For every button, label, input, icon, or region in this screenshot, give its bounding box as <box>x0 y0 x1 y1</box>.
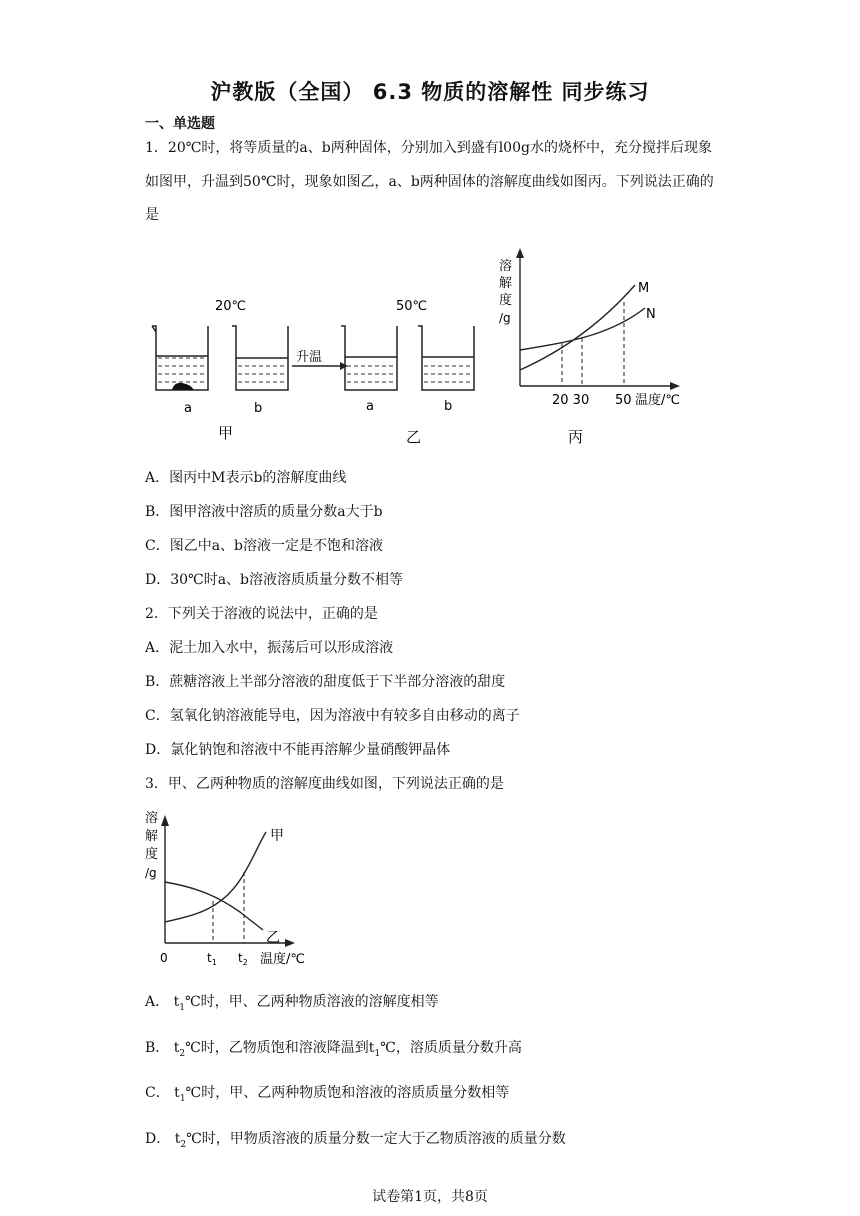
page-footer: 试卷第1页，共8页 <box>372 1189 488 1205</box>
arrow-label: 升温 <box>296 350 323 365</box>
page-title: 沪教版（全国） 6.3 物质的溶解性 同步练习 <box>210 80 650 104</box>
undissolved-solid <box>172 383 194 390</box>
q2-option-d: D．氯化钠饱和溶液中不能再溶解少量硝酸钾晶体 <box>145 742 451 758</box>
q3-option-d-prefix: D． <box>145 1131 171 1147</box>
q1-figure <box>140 240 700 450</box>
q1-option-d: D．30℃时a、b溶液溶质质量分数不相等 <box>145 572 404 588</box>
t1-label <box>207 951 217 967</box>
q1-option-c: C．图乙中a、b溶液一定是不饱和溶液 <box>145 538 384 554</box>
label-a-yi: a <box>366 399 374 414</box>
q2-option-b: B．蔗糖溶液上半部分溶液的甜度低于下半部分溶液的甜度 <box>145 674 506 690</box>
q3-y-axis-char-2: 解 <box>145 829 159 844</box>
q2-option-c: C．氢氧化钠溶液能导电，因为溶液中有较多自由移动的离子 <box>145 708 520 724</box>
q3-option-b-t: t <box>173 1040 180 1056</box>
q3-option-c-t: t <box>174 1085 180 1101</box>
x-tick-50: 50 <box>615 393 632 408</box>
q3-option-d-sub: 2 <box>180 1139 187 1150</box>
q1-option-a: A．图丙中M表示b的溶解度曲线 <box>145 470 347 486</box>
q3-option-c-text: ℃时，甲、乙两种物质饱和溶液的溶质质量分数相等 <box>185 1085 510 1101</box>
curve-yi-label: 乙 <box>266 930 280 946</box>
y-axis-char-1: 溶 <box>499 259 513 274</box>
q3-option-a-t: t <box>173 994 180 1010</box>
section-heading: 一、单选题 <box>145 116 215 132</box>
question-1-stem: 1．20℃时，将等质量的a、b两种固体，分别加入到盛有l00g水的烧杯中，充分搅拌后现象如图甲，升温到50℃时，现象如图乙，a、b两种固体的溶解度曲线如图丙。下列说法正确的是 <box>145 140 714 223</box>
curve-n-label: N <box>646 307 656 322</box>
q3-option-d-text: ℃时，甲物质溶液的质量分数一定大于乙物质溶液的质量分数 <box>186 1131 566 1147</box>
arrow-head <box>340 362 348 370</box>
t1-letter: t <box>207 951 212 965</box>
q3-y-axis-char-3: 度 <box>145 847 159 862</box>
curve-jia <box>165 832 266 922</box>
q3-option-d <box>145 1128 566 1150</box>
q3-option-a-prefix: A． <box>145 994 170 1010</box>
curve-m-label: M <box>638 281 650 296</box>
beaker-a-yi <box>341 326 397 390</box>
t2-letter: t <box>238 951 243 965</box>
q3-option-b-prefix: B． <box>145 1040 170 1056</box>
q3-option-b-text2: ℃，溶质质量分数升高 <box>380 1040 522 1056</box>
q3-option-d-t: t <box>174 1131 181 1147</box>
t1-subscript: 1 <box>211 958 217 967</box>
beaker-b-yi <box>418 326 474 390</box>
t2-label <box>238 951 248 967</box>
q3-option-b-text: ℃时，乙物质饱和溶液降温到 <box>185 1040 369 1056</box>
label-jia: 甲 <box>218 424 234 442</box>
question-2-stem: 2．下列关于溶液的说法中，正确的是 <box>145 606 378 622</box>
origin-label: 0 <box>160 951 168 965</box>
q3-option-b <box>145 1037 522 1059</box>
temp-20-label: 20℃ <box>215 299 247 314</box>
q2-option-a: A．泥土加入水中，振荡后可以形成溶液 <box>145 640 394 656</box>
x-ticks-20-30: 20 30 <box>552 393 590 408</box>
q3-option-a <box>145 991 439 1013</box>
label-b-yi: b <box>444 399 453 414</box>
y-axis-unit: /g <box>499 311 511 325</box>
q3-option-b-t2: t <box>368 1040 375 1056</box>
label-a-jia: a <box>184 401 192 416</box>
curve-m <box>520 285 635 370</box>
x-axis-label: 温度/℃ <box>635 393 680 408</box>
curve-jia-label: 甲 <box>270 828 284 844</box>
y-axis-char-2: 解 <box>499 276 513 291</box>
q3-x-axis-label: 温度/℃ <box>260 952 305 967</box>
question-3-stem: 3．甲、乙两种物质的溶解度曲线如图，下列说法正确的是 <box>145 776 504 792</box>
temp-50-label: 50℃ <box>396 299 428 314</box>
q3-option-a-sub: 1 <box>179 1002 185 1013</box>
q3-option-c-sub: 1 <box>179 1093 186 1104</box>
y-axis-char-3: 度 <box>499 293 513 308</box>
label-bing: 丙 <box>568 428 584 446</box>
q3-option-b-sub2: 1 <box>374 1048 381 1059</box>
q3-y-axis-unit: /g <box>145 866 157 880</box>
q3-option-a-text: ℃时，甲、乙两种物质溶液的溶解度相等 <box>184 994 439 1010</box>
q3-figure <box>140 800 340 975</box>
curve-n <box>520 308 645 350</box>
t2-subscript: 2 <box>242 958 248 967</box>
q1-option-b: B．图甲溶液中溶质的质量分数a大于b <box>145 504 383 520</box>
label-yi: 乙 <box>406 428 422 446</box>
q3-option-b-sub: 2 <box>179 1048 186 1059</box>
q3-option-c-prefix: C． <box>145 1085 170 1101</box>
label-b-jia: b <box>254 401 263 416</box>
q3-option-c <box>145 1082 509 1104</box>
q3-y-axis-char-1: 溶 <box>145 811 159 826</box>
